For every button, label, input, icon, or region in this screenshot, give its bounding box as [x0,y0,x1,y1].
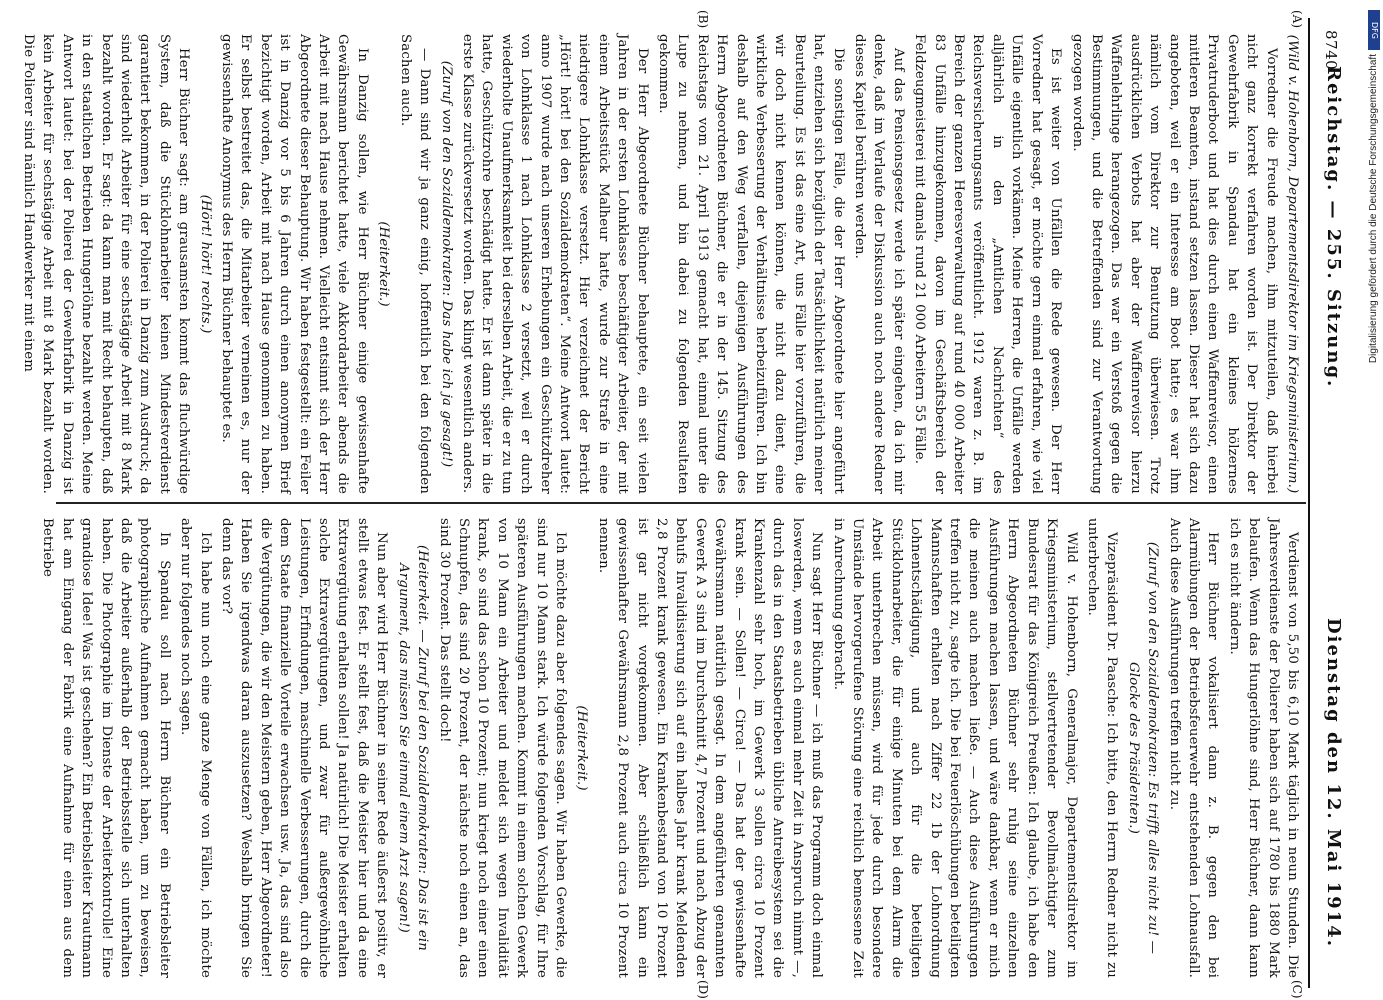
paragraph: Herr Büchner vokalisiert dann z. B. gegen den bei Alarmübungen der Betriebsfeuerwehr entstehenden Lohnausfall. Auch diese Ausführungen treffen nicht zu. [1166,518,1221,978]
right-column [40,518,1302,978]
paragraph: Nun sagt Herr Büchner — ich muß das Programm doch einmal loswerden, wenn es auch einmal mehr Zeit in Anspruch nimmt —, durch das in den Staatsbetrieben übliche Antreibesystem sei die Krankenzahl sehr hoch, im Gewerk 3 sollen circa 10 Prozent krank sein. — Sollen! — Circa! — Das hat der gewissenhafte Gewährsmann natürlich gesagt. In dem angeführten genannten Gewerk A 3 sind im Durchschnitt 4,7 Prozent und nach Abzug der behufs Invalidisierung sich auf ein halbes Jahr krank Meldenden 2,8 Prozent krank gewesen. Ein Krankenbestand von 10 Prozent ist gar nicht vorgekommen. Aber schließlich kann ein gewissenhafter Gewährsmann 2,8 Prozent auch circa 10 Prozent nennen. [595,518,825,978]
paragraph: Ich möchte dazu aber folgendes sagen. Wir haben Gewerke, die sind nur 10 Mann stark. Ich würde folgenden Vorschlag, für Ihre späteren Ausführungen machen. Kommt in einem solchen Gewerk von 10 Mann ein Arbeiter und meldet sich wegen Invalidität krank, so sind das schon 10 Prozent; nun kriegt noch einer einen Schnupfen, das sind 20 Prozent, der nächste noch einen an, das sind 30 Prozent. Das stellt doch! [436,518,568,978]
paragraph: Ich habe nun noch eine ganze Menge von Fällen, ich möchte aber nur folgendes noch sagen. [178,518,213,978]
rotated-document-page [21,10,1350,999]
paragraph: In Danzig sollen, wie Herr Büchner einige gewissenhafte Gewährsmann berichtet hatte, viele Akkordarbeiter abends die Arbeit mit nach Hause nehmen. Vielleicht entsinnt sich der Herr Abgeordnete dieser Behauptung. Wir haben festgestellt: ein Feiler ist in Danzig vor 5 bis 6 Jahren durch einen anonymen Brief bezichtigt worden, Arbeit mit nach Hause genommen zu haben. Er selbst bestreitet das, die Mitarbeiter verneinen es, nur der gewissenhafte Anonymus des Herrn Büchner behauptet es. [219,34,370,494]
paragraph: Vorredner die Freude machen, ihm mitzuteilen, daß hierbei nicht ganz korrekt verfahren worden ist. Der Direktor der Gewehrfabrik in Spandau hat ein kleines hölzernes Privatruderboot und hat dies durch einen Waffenrevisor, einen mittleren Beamten, instand setzen lassen. Dieser hat sich dazu angeboten, weil er ein Interesse am Boot hatte; es war ihm nämlich vom Direktor zur Benutzung überwiesen. Trotz ausdrücklichen Verbots hat aber der Waffenrevisor hierzu Waffenlehrlinge herangezogen. Das war ein Verstoß gegen die Bestimmungen, und die Betreffenden sind zur Verantwortung gezogen worden. [1069,34,1279,494]
paragraph: Wild v. Hohenborn, Generalmajor, Departementsdirektor im Kriegsministerium, stellvertretender Bevollmächtigter zum Bundesrat für das Königreich Preußen: Ich glaube, ich habe den Herrn Abgeordneten Büchner sehr ruhig seine einzelnen Ausführungen machen lassen, und wäre dankbar, wenn er mich die meinen auch machen ließe. — Auch diese Ausführungen treffen nicht zu, sagte ich. Die bei Feuerlöschübungen beteiligten Mannschaften erhalten nach Ziffer 22 1b der Lohnordnung Lohnentschädigung, und auch für die beteiligten Stücklohnarbeiter, die für einige Minuten bei dem Alarm die Arbeit unterbrechen müssen, wird für jede durch besondere Umstände hervorgerufene Störung eine reichlich bemessene Zeit in Anrechnung gebracht. [830,518,1079,978]
margin-mark-c: (C) [1290,980,1304,999]
page-number: 8740 [1322,30,1340,71]
header-rule [1308,18,1310,988]
paragraph: In Spandau soll nach Herrn Büchner ein Betriebsleiter photographische Aufnahmen gemacht haben, um zu beweisen, daß die Arbeiter außerhalb der Betriebsstelle sich unterhalten haben. Die Photographie im Dienste der Arbeiterkontrolle! Eine grandiose Idee! Was ist geschehen? Ein Betriebsleiter Krautmann hat am Eingang der Fabrik eine Aufnahme für einen aus dem Betriebe [40,518,172,978]
speaker-line: (Wild v. Hohenborn, Departementsdirektor im Kriegsministerium.) [1285,34,1300,494]
credit-text: Digitalisierung gefördert durch die Deutsche Forschungsgemeinschaft [1368,54,1379,364]
session-title: Reichstag. — 255. Sitzung. [1323,66,1344,389]
paragraph: Herr Büchner sagt: am grausamsten kommt das fluchwürdige System, daß die Stücklohnarbeiter keinen Mindestverdienst garantiert bekommen, in der Polierei in Danzig zum Ausdruck; da sind wiederholt Arbeiter für eine sechstägige Arbeit mit 8 Mark bezahlt worden. Er sagt: da kann man mit Recht behaupten, daß in den staatlichen Betrieben Hungerlöhne bezahlt werden. Meine Antwort lautet: bei der Polierei der Gewehrfabrik in Danzig ist kein Arbeiter für sechstägige Arbeit mit 8 Mark bezahlt worden. Die Polierer sind nämlich Handwerker mit einem [21,34,192,494]
session-date: Dienstag den 12. Mai 1914. [1323,618,1344,948]
page-header [1314,18,1350,988]
column-divider [56,502,1306,504]
paragraph: Vizepräsident Dr. Paasche: Ich bitte, den Herrn Redner nicht zu unterbrechen. [1084,518,1120,978]
digitization-credit [1368,10,1382,1000]
interjection: (Zuruf von den Sozialdemokraten: Es trifft alles nicht zu! — Glocke des Präsidenten.) [1125,541,1161,955]
paragraph: — Dann sind wir ja ganz einig, hoffentlich bei den folgenden Sachen auch. [397,34,433,494]
paragraph: Die sonstigen Fälle, die der Herr Abgeordnete hier angeführt hat, entziehen sich bezüglich der Tatsächlichkeit natürlich meiner Beurteilung. Es ist das eine Art, uns Fälle hier vorzuführen, die wir doch nicht kennen können, die nicht dazu dient, eine wirkliche Verbesserung der Verhältnisse herbeizuführen. Ich bin deshalb auf den Weg verfallen, diejenigen Ausführungen des Herrn Abgeordneten Büchner, die er in der 145. Sitzung des Reichstags vom 21. April 1913 gemacht hat, einmal unter die Lupe zu nehmen, und bin dabei zu folgenden Resultaten gekommen. [656,34,846,494]
margin-mark-b: (B) [696,10,710,29]
paragraph: Verdienst von 5,50 bis 6,10 Mark täglich in neun Stunden. Die Jahresverdienste der Polierer haben sich auf 1780 bis 1880 Mark belaufen. Wenn das Hungerlöhne sind, Herr Büchner, dann kann ich es nicht ändern. [1226,518,1300,978]
paragraph: Der Herr Abgeordnete Büchner behauptete, ein seit vielen Jahren in der ersten Lohnklasse beschäftigter Arbeiter, der mit einem Arbeitsstück Malheur hatte, wurde zur Strafe in eine niedrigere Lohnklasse versetzt. Hier verzeichnet der Bericht „Hört! hört! bei den Sozialdemokraten“. Meine Antwort lautet: anno 1907 wurde nach unseren Erhebungen ein Geschützdreher von Lohnklasse 1 nach Lohnklasse 2 versetzt, weil er durch wiederholte Unaufmerksamkeit bei derselben Arbeit, die er zu tun hatte, Geschützrohre beschädigt hatte. Er ist dann später in die erste Klasse zurückversetzt worden. Das klingt wesentlich anders. [459,34,650,494]
paragraph: Es ist weiter von Unfällen die Rede gewesen. Der Herr Vorredner hat gesagt, er möchte gern einmal erfahren, wie viel Unfälle eigentlich vorkämen. Meine Herren, die Unfälle werden alljährlich in den „Amtlichen Nachrichten“ des Reichsversicherungsamts veröffentlicht. 1912 waren z. B. im Bereich der ganzen Heeresverwaltung auf rund 40 000 Arbeiter 83 Unfälle hinzugekommen, davon im Geschäftsbereich der Feldzeugmeisterei mit damals rund 21 000 Arbeitern 55 Fälle. [912,34,1064,494]
left-column [21,34,1302,494]
paragraph: Auf das Pensionsgesetz werde ich später eingehen, da ich mir denke, daß im Verlaufe der Diskussion auch noch andere Redner dieses Kapitel berühren werden. [852,34,906,494]
paragraph: Nun aber wird Herr Büchner in seiner Rede äußerst positiv, er stellt etwas fest. Er stellt fest, daß die Meister hier und da eine Extravergütung erhalten sollen! Ja natürlich! Die Meister erhalten solche Extravergütungen, und zwar für außergewöhnliche Leistungen, Erfindungen, maschinelle Verbesserungen, durch die dem Staate finanzielle Vorteile erwachsen usw. Ja, das sind also die Vergütungen, die wir den Meistern geben, Herr Abgeordneter! Haben Sie irgendwas daran auszusetzen? Weshalb bringen Sie denn das vor? [219,518,390,978]
interjection: (Hört! hört! rechts.) [197,194,213,334]
margin-mark-d: (D) [696,980,710,999]
interjection: (Heiterkeit.) [574,705,590,791]
dfg-logo: DFG [1368,10,1380,50]
interjection: (Zuruf von den Sozialdemokraten: Das habe ich ja gesagt!) [438,60,454,468]
margin-mark-a: (A) [1290,10,1304,29]
interjection: (Heiterkeit.) [376,221,392,307]
interjection: (Heiterkeit. — Zuruf bei den Sozialdemokraten: Das ist ein Argument, das müssen Sie einmal einem Arzt sagen!) [395,545,431,951]
